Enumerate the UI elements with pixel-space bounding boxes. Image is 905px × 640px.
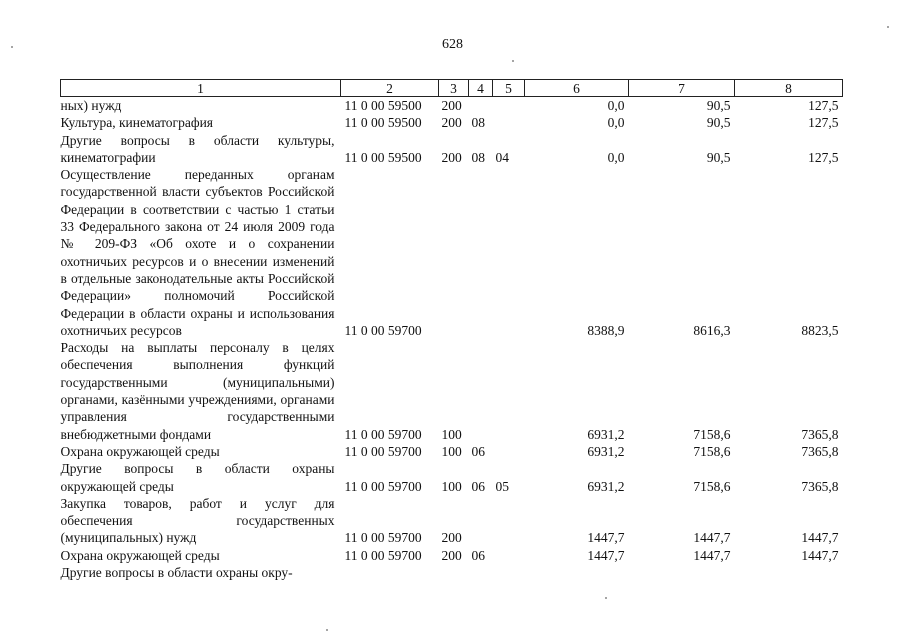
row-amount-year-1 <box>525 564 629 581</box>
row-amount-year-3: 7365,8 <box>801 478 839 494</box>
row-target-article: 11 0 00 59700 <box>344 478 422 494</box>
table-row <box>61 547 843 564</box>
column-header: 8 <box>735 80 843 97</box>
table-row <box>61 166 843 339</box>
table-row <box>61 339 843 443</box>
row-section <box>469 166 493 339</box>
row-amount-year-2: 90,5 <box>706 149 731 165</box>
row-name: Другие вопросы в области культуры, кинематографии <box>60 132 335 165</box>
page-number: 628 <box>442 37 463 52</box>
row-amount-year-2: 7158,6 <box>693 443 731 459</box>
row-expense-type: 200 <box>441 98 462 113</box>
row-amount-year-3: 7365,8 <box>801 426 839 442</box>
row-section: 08 <box>471 115 485 131</box>
budget-table <box>60 79 843 581</box>
row-amount-year-2: 90,5 <box>706 98 731 113</box>
table-row <box>61 460 843 495</box>
row-amount-year-1: 1447,7 <box>587 547 625 563</box>
row-expense-type: 100 <box>441 426 462 442</box>
table-body <box>61 97 843 582</box>
row-amount-year-3: 1447,7 <box>801 547 839 563</box>
row-amount-year-3: 7365,8 <box>801 443 839 459</box>
row-section <box>469 564 493 581</box>
row-amount-year-3: 127,5 <box>808 115 839 131</box>
row-subsection <box>493 166 525 339</box>
row-section <box>469 339 493 443</box>
table-row <box>61 443 843 460</box>
row-amount-year-2: 7158,6 <box>693 478 731 494</box>
row-target-article: 11 0 00 59500 <box>344 98 422 113</box>
row-expense-type: 100 <box>441 443 462 459</box>
scan-speck <box>326 629 328 631</box>
column-header: 3 <box>439 80 469 97</box>
scan-speck <box>887 26 889 28</box>
table-row <box>61 132 843 167</box>
row-expense-type: 200 <box>441 115 462 131</box>
table-row <box>61 564 843 581</box>
row-subsection <box>493 114 525 131</box>
row-subsection <box>493 97 525 115</box>
row-amount-year-3: 127,5 <box>808 98 839 113</box>
row-name: Осуществление переданных органам государственной власти субъектов Российской Федерации в соответствии с частью 1 статьи 33 Федерального закона от 24 июля 2009 года № 209-ФЗ «Об охоте и о сохранении охотничьих ресурсов и о внесении изменений в отдельные законодательные акты Российской Федерации» полномочий Российской Федерации в области охраны и использования охотничьих ресурсов <box>60 167 335 338</box>
row-expense-type <box>439 166 469 339</box>
row-expense-type: 200 <box>441 530 462 546</box>
row-subsection <box>493 547 525 564</box>
table-row <box>61 114 843 131</box>
row-amount-year-1: 0,0 <box>607 98 625 113</box>
row-subsection <box>493 339 525 443</box>
column-number-row <box>61 80 843 97</box>
row-name: Закупка товаров, работ и услуг для обеспечения государственных (муниципальных) нужд <box>60 495 335 546</box>
row-amount-year-2: 1447,7 <box>693 530 731 546</box>
row-amount-year-1: 1447,7 <box>587 530 625 546</box>
row-target-article: 11 0 00 59700 <box>344 547 422 563</box>
column-header: 2 <box>341 80 439 97</box>
row-amount-year-1: 6931,2 <box>587 443 625 459</box>
scan-speck <box>11 46 13 48</box>
scan-speck <box>512 60 514 62</box>
row-target-article: 11 0 00 59500 <box>344 149 422 165</box>
row-subsection: 05 <box>495 478 509 494</box>
row-amount-year-2: 7158,6 <box>693 426 731 442</box>
row-name: ных) нужд <box>60 98 122 113</box>
row-amount-year-2: 8616,3 <box>693 322 731 338</box>
column-header: 6 <box>525 80 629 97</box>
row-amount-year-3: 127,5 <box>808 149 839 165</box>
row-target-article: 11 0 00 59500 <box>344 115 422 131</box>
row-expense-type: 200 <box>441 149 462 165</box>
row-amount-year-1: 0,0 <box>607 115 625 131</box>
row-amount-year-3: 8823,5 <box>801 322 839 338</box>
row-amount-year-1: 6931,2 <box>587 478 625 494</box>
row-amount-year-2: 1447,7 <box>693 547 731 563</box>
row-section: 06 <box>471 547 485 563</box>
row-expense-type <box>439 564 469 581</box>
column-header: 4 <box>469 80 493 97</box>
row-expense-type: 200 <box>441 547 462 563</box>
row-amount-year-1: 6931,2 <box>587 426 625 442</box>
table-row <box>61 495 843 547</box>
row-target-article: 11 0 00 59700 <box>344 443 422 459</box>
row-section <box>469 97 493 115</box>
scan-speck <box>605 597 607 599</box>
row-amount-year-1: 0,0 <box>607 149 625 165</box>
row-amount-year-1: 8388,9 <box>587 322 625 338</box>
row-target-article <box>341 564 439 581</box>
row-amount-year-2 <box>629 564 735 581</box>
column-header: 1 <box>61 80 341 97</box>
row-amount-year-2: 90,5 <box>706 115 731 131</box>
column-header: 7 <box>629 80 735 97</box>
column-header: 5 <box>493 80 525 97</box>
row-amount-year-3 <box>735 564 843 581</box>
row-target-article: 11 0 00 59700 <box>344 322 422 338</box>
row-expense-type: 100 <box>441 478 462 494</box>
row-section: 06 <box>471 478 485 494</box>
row-section <box>469 495 493 547</box>
row-subsection <box>493 443 525 460</box>
row-subsection: 04 <box>495 149 509 165</box>
row-section: 08 <box>471 149 485 165</box>
row-target-article: 11 0 00 59700 <box>344 426 422 442</box>
row-name: Другие вопросы в области охраны окру- <box>60 565 293 581</box>
row-subsection <box>493 495 525 547</box>
row-amount-year-3: 1447,7 <box>801 530 839 546</box>
row-name: Расходы на выплаты персоналу в целях обеспечения выполнения функций государственными (муниципальными) органами, казёнными учреждениями, органами управления государственными внебюджетными фондами <box>60 340 335 442</box>
row-name: Другие вопросы в области охраны окружающей среды <box>60 461 335 494</box>
table-row <box>61 97 843 115</box>
row-name: Культура, кинематография <box>60 115 214 131</box>
row-name: Охрана окружающей среды <box>60 443 220 459</box>
row-section: 06 <box>471 443 485 459</box>
row-subsection <box>493 564 525 581</box>
row-name: Охрана окружающей среды <box>60 547 220 563</box>
row-target-article: 11 0 00 59700 <box>344 530 422 546</box>
